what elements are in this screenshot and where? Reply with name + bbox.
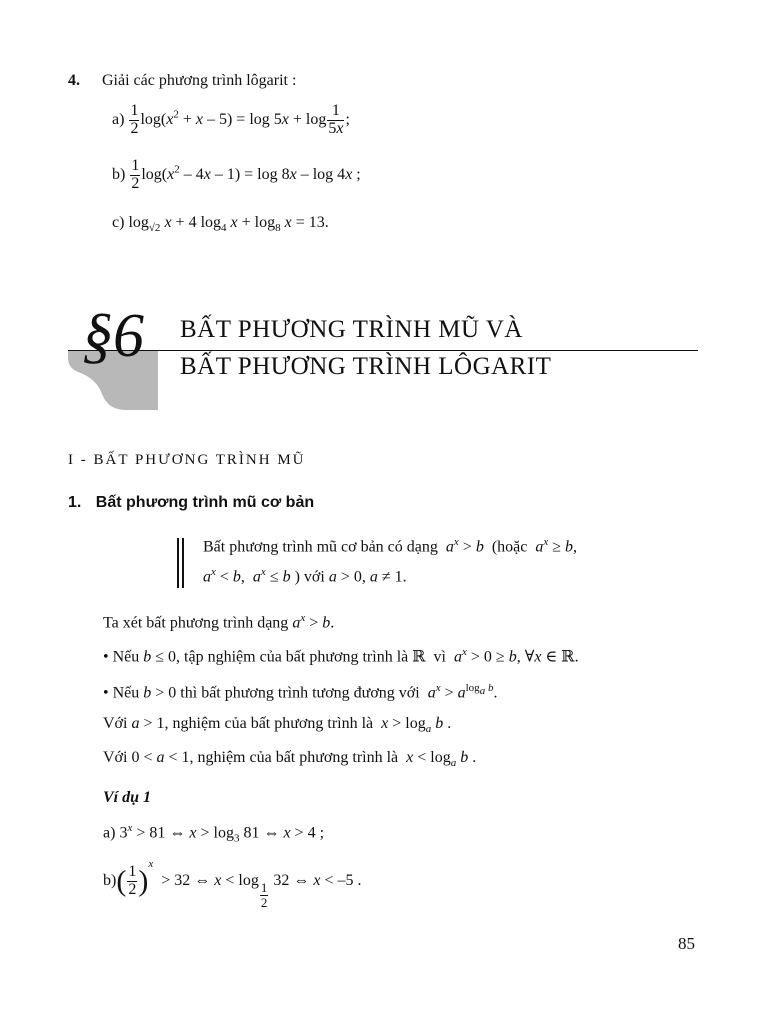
definition-line1: Bất phương trình mũ cơ bản có dạng $a^x > b$ (hoặc $a^x \ge b$, [203, 536, 578, 556]
equation-b-label: b) [112, 165, 126, 183]
subsection-title: Bất phương trình mũ cơ bản [95, 494, 315, 511]
bullet-1-because: vì [433, 648, 446, 666]
example-b-label: b) [103, 872, 117, 889]
section-rule [68, 350, 698, 351]
definition-line2: $a^x < b$, $a^x \le b$ ) với a > 0, a ≠ 1. [203, 566, 407, 586]
section-title-line2: BẤT PHƯƠNG TRÌNH LÔGARIT [180, 353, 552, 380]
equation-c-label: c) [112, 214, 125, 231]
equation-c: c) $\log_{√2} x + 4$ $\log_4 x + \log_8 x = 13$. [112, 214, 329, 235]
bullet-2: • Nếu b > 0 thì bất phương trình tương đương với $a^x > a^{log_a b}$. [103, 682, 498, 702]
equation-b: b) $\frac{1}{2}$ $\log(x^2 - 4x - 1) = \log 8x - \log 4x$ ; [112, 157, 361, 192]
consider-line: Ta xét bất phương trình dạng $a^x > b$. [103, 612, 335, 632]
case-1-lead: Với [103, 715, 128, 732]
section-symbol: §6 [82, 302, 144, 370]
case-1-mid: , nghiệm của bất phương trình là [164, 715, 374, 732]
exercise-heading [68, 72, 296, 90]
exercise-number: 4. [68, 72, 80, 89]
part-heading: I - BẤT PHƯƠNG TRÌNH MŨ [68, 452, 306, 468]
definition-or: (hoặc [491, 538, 528, 556]
case-2: Với 0 < a < 1, nghiệm của bất phương trình là $x < \log_a b$ . [103, 749, 477, 770]
consider-text: Ta xét bất phương trình dạng [103, 614, 289, 632]
definition-bar-left [177, 538, 179, 588]
page-number: 85 [678, 934, 695, 953]
equation-a: a) $\frac{1}{2}$ $\log(x^2 + x - 5) = \log 5x + \log$ $\frac{1}{5x}$ ; [112, 102, 350, 137]
example-b: b)( $\frac{1}{2}$ )$^x$ > 32 ⇔ x < log $\frac{1}{2}$ 32 ⇔ x < –5 . [103, 858, 362, 910]
definition-text: Bất phương trình mũ cơ bản có dạng [203, 538, 438, 556]
exercise-instruction: Giải các phương trình lôgarit : [102, 72, 297, 89]
bullet-1-lead: • Nếu [103, 648, 140, 666]
definition-bar-right [182, 538, 184, 588]
case-2-lead: Với 0 < [103, 749, 153, 766]
subsection-number: 1. [68, 494, 82, 511]
equation-a-label: a) [112, 110, 125, 128]
subsection-heading [68, 494, 314, 512]
case-1: Với a > 1, nghiệm của bất phương trình là $x > \log_a b$ . [103, 715, 452, 736]
bullet-1: • Nếu b ≤ 0, tập nghiệm của bất phương trình là ℝ vì $a^x > 0 \ge b$, ∀x ∈ ℝ. [103, 646, 579, 666]
example-a-label: a) [103, 824, 116, 842]
example-title: Ví dụ 1 [103, 789, 152, 806]
example-a: a) $3^x > 81$ ⇔ $x > \log_3 81$ ⇔ x > 4 ; [103, 822, 325, 845]
bullet-2-mid: thì bất phương trình tương đương với [180, 684, 420, 702]
definition-with: ) với [294, 568, 325, 586]
bullet-1-mid: , tập nghiệm của bất phương trình là [176, 648, 409, 666]
bullet-2-lead: • Nếu [103, 684, 140, 702]
section-title-line1: BẤT PHƯƠNG TRÌNH MŨ VÀ [180, 316, 523, 343]
case-2-mid: < 1, nghiệm của bất phương trình là [168, 749, 399, 766]
